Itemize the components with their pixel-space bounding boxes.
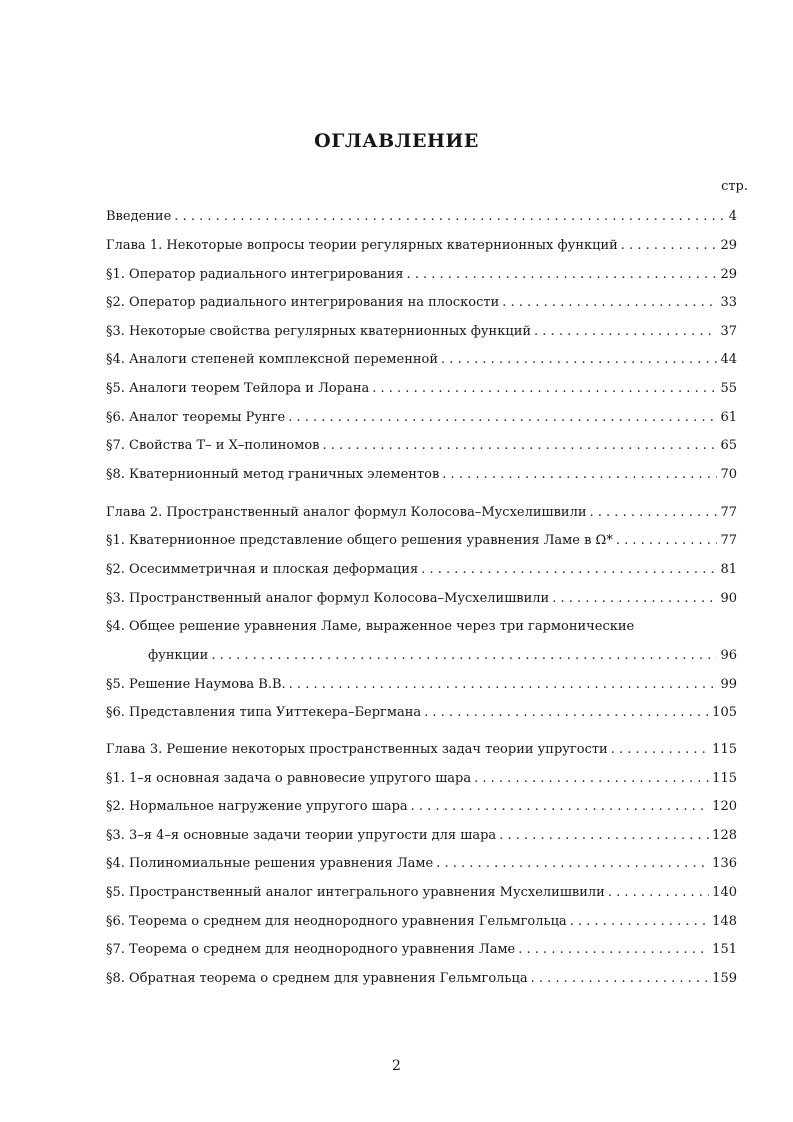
toc-entry[interactable] [106,912,737,932]
toc-entry-title: функции [148,648,209,663]
toc-entry-title: §1. Оператор радиального интегрирования [106,267,404,282]
dot-leader [289,675,718,695]
toc-entry-page: 70 [720,467,737,482]
dot-leader [424,703,709,723]
toc-entry[interactable] [106,560,737,580]
toc-entry-chapter-2[interactable] [106,503,737,523]
toc-entry-title: §4. Аналоги степеней комплексной переменной [106,352,439,367]
toc-entry-page: 4 [728,209,737,224]
toc-entry-page: 148 [712,914,737,929]
dot-leader [421,560,717,580]
toc-entry[interactable] [106,646,737,666]
toc-entry[interactable] [106,883,737,903]
toc-entry[interactable] [106,797,737,817]
toc-entry-title: §2. Оператор радиального интегрирования на плоскости [106,295,500,310]
toc-entry-page: 44 [720,352,737,367]
toc-entry[interactable] [106,436,737,456]
dot-leader [406,265,717,285]
dot-leader [372,379,717,399]
toc-entry-page: 140 [712,885,737,900]
toc-entry-page: 55 [720,381,737,396]
toc-entry-title: §5. Решение Наумова В.В. [106,677,286,692]
toc-entry-page: 128 [712,828,737,843]
toc-entry[interactable] [106,617,737,637]
toc-entry[interactable] [106,465,737,485]
dot-leader [590,503,718,523]
dot-leader [621,236,718,256]
toc-entry-page: 99 [720,677,737,692]
toc-entry-title: §1. 1–я основная задача о равновесие упругого шара [106,771,472,786]
toc-entry[interactable] [106,350,737,370]
toc-entry-intro[interactable] [106,207,737,227]
toc-entry[interactable] [106,322,737,342]
dot-leader [174,207,725,227]
toc-entry-page: 29 [720,238,737,253]
dot-leader [534,322,717,342]
toc-entry-title: §4. Общее решение уравнения Ламе, выраженное через три гармонические [106,619,635,634]
toc-entry-page: 81 [720,562,737,577]
toc-entry-title: §6. Представления типа Уиттекера–Бергмана [106,705,422,720]
dot-leader [616,531,718,551]
toc-entry-page: 136 [712,856,737,871]
dot-leader [442,465,717,485]
toc-entry-title: §1. Кватернионное представление общего решения уравнения Ламе в Ω* [106,533,613,548]
toc-entry-page: 65 [720,438,737,453]
toc-entry-page: 159 [712,971,737,986]
toc-entry-title: §3. Пространственный аналог формул Колосова–Мусхелишвили [106,591,550,606]
dot-leader [411,797,710,817]
toc-entry[interactable] [106,854,737,874]
toc-entry[interactable] [106,769,737,789]
dot-leader [611,740,709,760]
toc-entry-title: Введение [106,209,172,224]
toc-entry-title: §7. Свойства T– и X–полиномов [106,438,320,453]
toc-entry[interactable] [106,531,737,551]
toc-entry-title: §8. Кватернионный метод граничных элементов [106,467,440,482]
toc-entry-title: Глава 2. Пространственный аналог формул Колосова–Мусхелишвили [106,505,587,520]
toc-entry-page: 115 [712,742,737,757]
toc-entry-title: §6. Аналог теоремы Рунге [106,410,286,425]
toc-entry-chapter-1[interactable] [106,236,737,256]
toc-entry-page: 96 [720,648,737,663]
toc-entry-title: Глава 1. Некоторые вопросы теории регулярных кватернионных функций [106,238,618,253]
toc-entry-title: §3. Некоторые свойства регулярных кватернионных функций [106,324,532,339]
toc-entry-page: 61 [720,410,737,425]
dot-leader [570,912,709,932]
toc-entry-title: Глава 3. Решение некоторых пространственных задач теории упругости [106,742,608,757]
toc-entry-title: §3. 3–я 4–я основные задачи теории упругости для шара [106,828,497,843]
toc-entry[interactable] [106,703,737,723]
toc-entry-title: §2. Нормальное нагружение упругого шара [106,799,408,814]
toc-entry-title: §5. Аналоги теорем Тейлора и Лорана [106,381,370,396]
dot-leader [474,769,709,789]
dot-leader [531,969,710,989]
toc-entry[interactable] [106,265,737,285]
toc-entry[interactable] [106,940,737,960]
toc-entry[interactable] [106,589,737,609]
toc-entry[interactable] [106,675,737,695]
toc-entry-page: 105 [712,705,737,720]
toc-entry-page: 90 [720,591,737,606]
toc-entry-title: §8. Обратная теорема о среднем для уравнения Гельмгольца [106,971,528,986]
dot-leader [502,293,717,313]
toc-entry-title: §7. Теорема о среднем для неоднородного уравнения Ламе [106,942,516,957]
dot-leader [499,826,709,846]
page-number: 2 [392,1058,401,1074]
toc-entry-page: 151 [712,942,737,957]
dot-leader [211,646,717,666]
toc-entry-title: §5. Пространственный аналог интегрального уравнения Мусхелишвили [106,885,605,900]
page-title: ОГЛАВЛЕНИЕ [314,130,479,152]
toc-entry[interactable] [106,293,737,313]
toc-entry-chapter-3[interactable] [106,740,737,760]
toc-entry-page: 120 [712,799,737,814]
dot-leader [552,589,717,609]
toc-entry-page: 33 [720,295,737,310]
toc-entry-title: §4. Полиномиальные решения уравнения Ламе [106,856,434,871]
page-column-label: стр. [721,179,748,194]
toc-entry-title: §6. Теорема о среднем для неоднородного уравнения Гельмгольца [106,914,567,929]
dot-leader [608,883,709,903]
dot-leader [436,854,709,874]
toc-entry-page: 77 [720,533,737,548]
toc-entry[interactable] [106,379,737,399]
dot-leader [441,350,717,370]
toc-entry-page: 77 [720,505,737,520]
dot-leader [518,940,709,960]
toc-entry-page: 29 [720,267,737,282]
dot-leader [322,436,717,456]
toc-entry-page: 37 [720,324,737,339]
toc-entry-title: §2. Осесимметричная и плоская деформация [106,562,419,577]
toc-entry-page: 115 [712,771,737,786]
toc-entry[interactable] [106,826,737,846]
toc-entry[interactable] [106,969,737,989]
toc-entry[interactable] [106,408,737,428]
dot-leader [288,408,717,428]
